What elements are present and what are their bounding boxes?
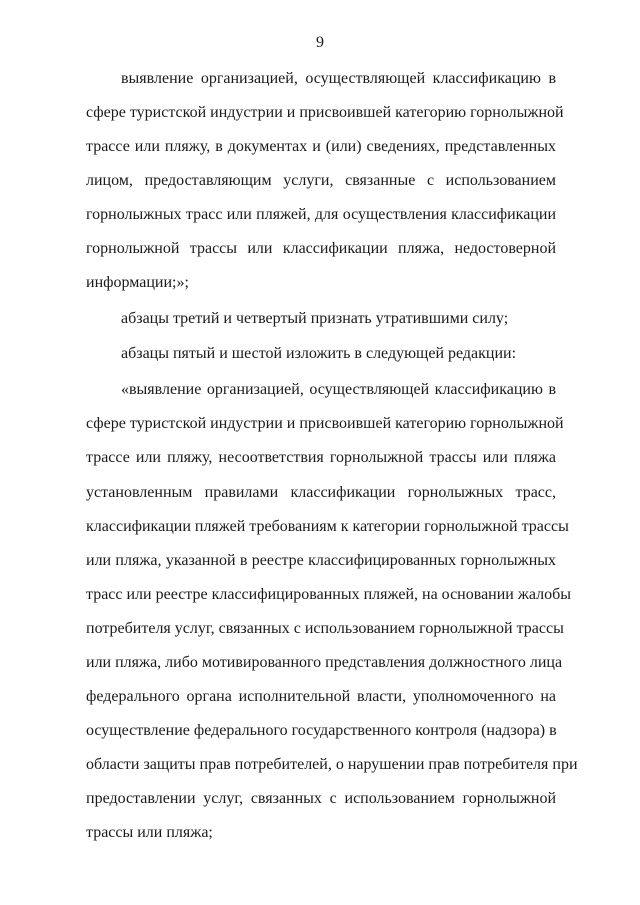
text-line: сфере туристской индустрии и присвоившей категорию горнолыжной: [86, 415, 564, 432]
text-line: трассы или пляжа;: [86, 824, 213, 841]
text-line: потребителя услуг, связанных с использованием горнолыжной трассы: [86, 620, 564, 637]
text-line: абзацы пятый и шестой изложить в следующей редакции:: [121, 345, 517, 362]
text-line: горнолыжной трассы или классификации пляжа, недостоверной: [86, 240, 556, 257]
text-line: выявление организацией, осуществляющей классификацию в: [121, 70, 556, 87]
text-line: информации;»;: [86, 274, 189, 291]
text-line: «выявление организацией, осуществляющей классификацию в: [121, 381, 556, 398]
text-line: трассе или пляжу, в документах и (или) сведениях, представленных: [86, 138, 556, 155]
text-line: классификации пляжей требованиям к категории горнолыжной трассы: [86, 518, 569, 535]
text-line: установленным правилами классификации горнолыжных трасс,: [86, 484, 556, 501]
text-line: осуществление федерального государственного контроля (надзора) в: [86, 722, 557, 739]
text-line: трассе или пляжу, несоответствия горнолыжной трассы или пляжа: [86, 449, 556, 466]
text-line: области защиты прав потребителей, о нарушении прав потребителя при: [86, 756, 578, 773]
text-line: предоставлении услуг, связанных с использованием горнолыжной: [86, 790, 556, 807]
text-line: трасс или реестре классифицированных пляжей, на основании жалобы: [86, 586, 572, 603]
page-number: 9: [316, 34, 324, 51]
text-line: сфере туристской индустрии и присвоившей категорию горнолыжной: [86, 104, 564, 121]
text-line: лицом, предоставляющим услуги, связанные с использованием: [86, 172, 556, 189]
text-line: или пляжа, указанной в реестре классифицированных горнолыжных: [86, 552, 556, 569]
text-line: горнолыжных трасс или пляжей, для осуществления классификации: [86, 206, 556, 223]
text-line: федерального органа исполнительной власти, уполномоченного на: [86, 688, 556, 705]
text-line: или пляжа, либо мотивированного представления должностного лица: [86, 654, 563, 671]
text-line: абзацы третий и четвертый признать утратившими силу;: [121, 310, 509, 327]
